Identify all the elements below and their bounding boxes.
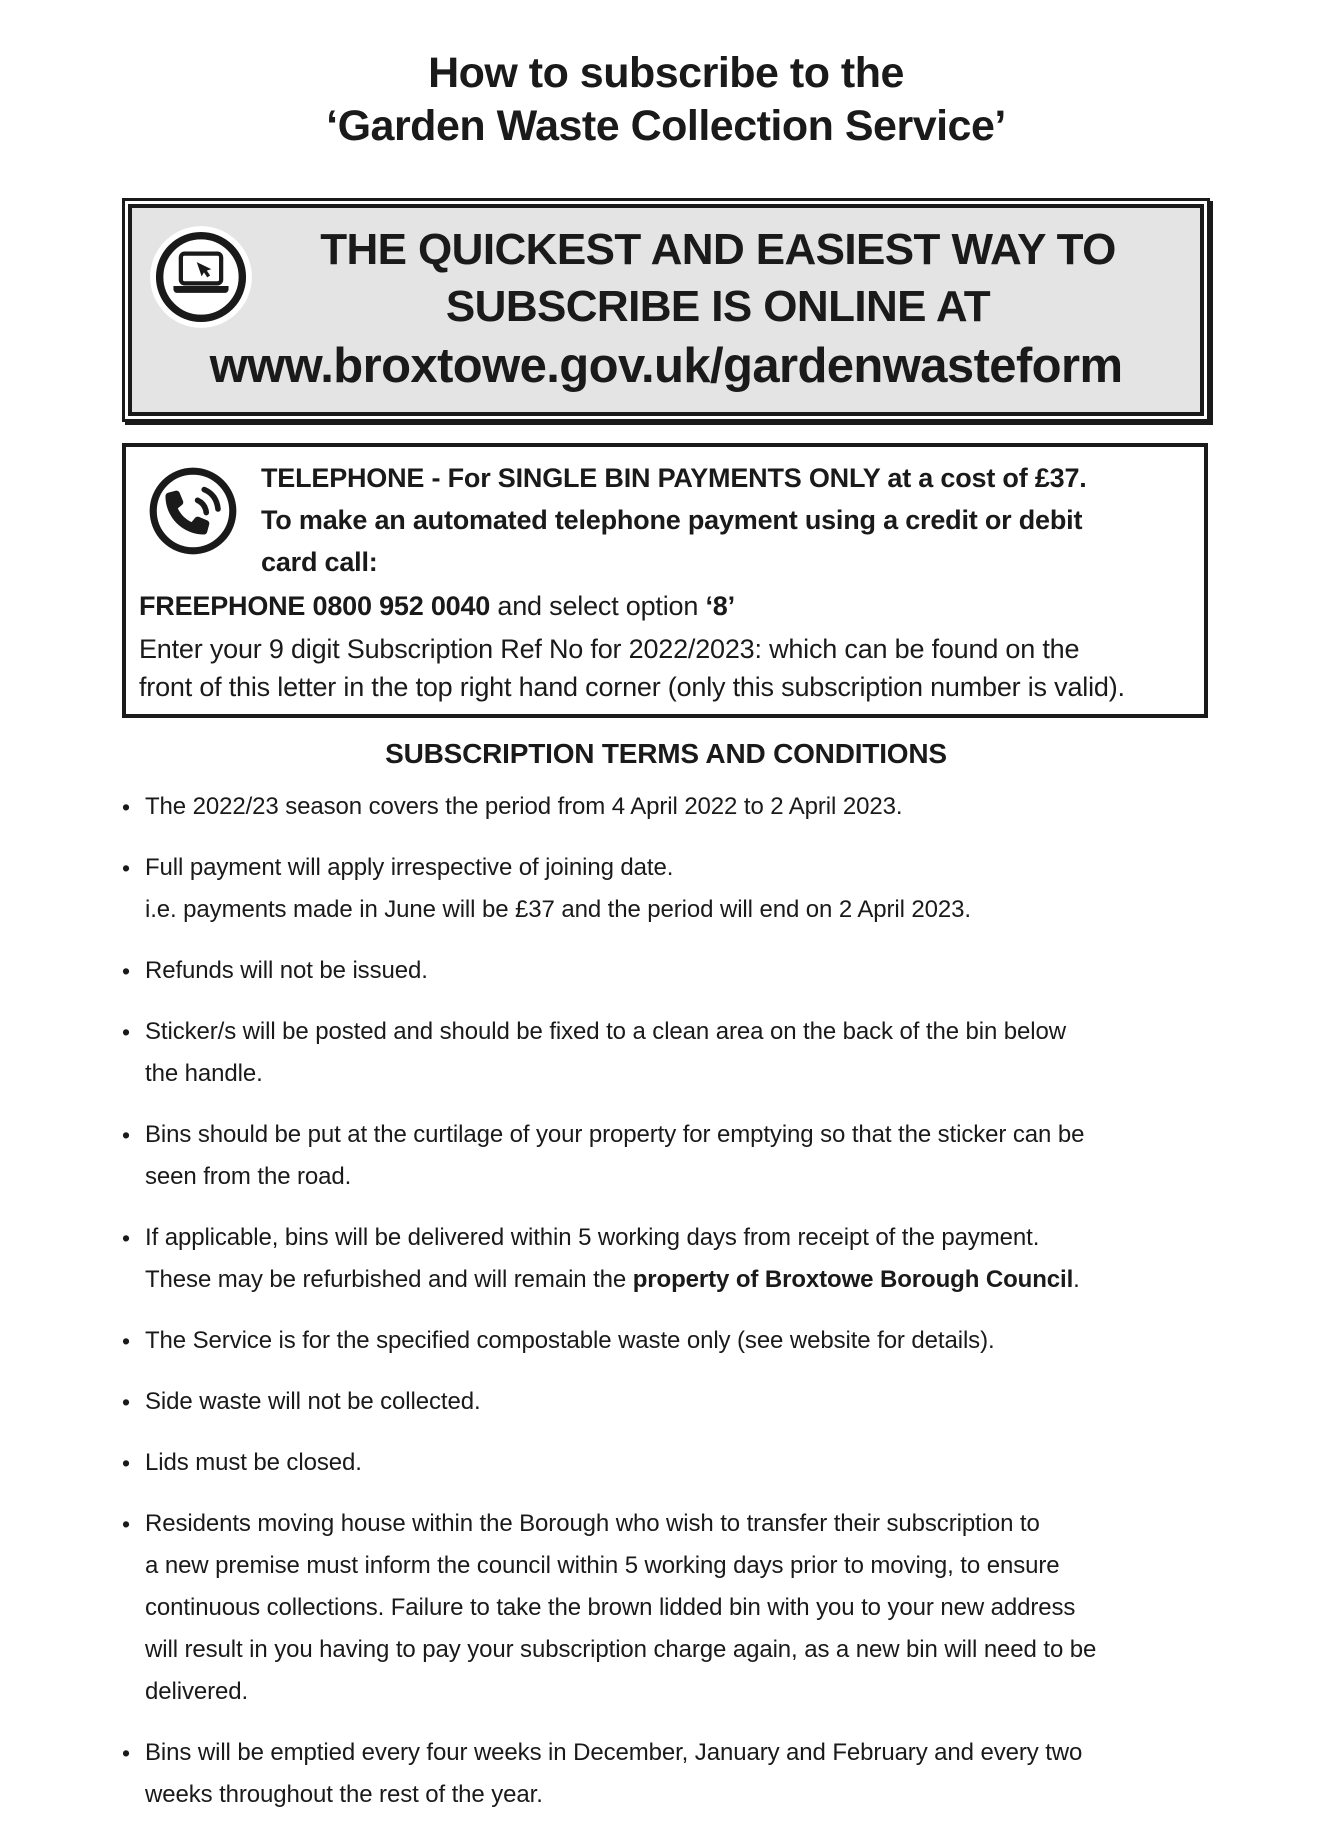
online-subscribe-box-inner	[128, 204, 1204, 416]
page-title	[0, 0, 1332, 153]
term-line: • The Service is for the specified compostable waste only (see website for details).	[145, 1327, 995, 1354]
term-line: • Side waste will not be collected.	[145, 1388, 481, 1415]
term-line: • Sticker/s will be posted and should be fixed to a clean area on the back of the bin below	[145, 1018, 1067, 1045]
term-line: weeks throughout the rest of the year.	[145, 1781, 543, 1808]
subscription-ref-note	[139, 630, 1192, 706]
page-title-line2: ‘Garden Waste Collection Service’	[326, 102, 1006, 150]
term-item	[121, 847, 1221, 931]
term-line: seen from the road.	[145, 1163, 352, 1190]
terms-list	[121, 786, 1221, 1816]
term-line: will result in you having to pay your subscription charge again, as a new bin will need to be	[145, 1636, 1097, 1663]
telephone-heading: TELEPHONE - For SINGLE BIN PAYMENTS ONLY at a cost of £37.	[261, 463, 1087, 493]
online-box-line2: SUBSCRIBE IS ONLINE AT	[445, 282, 991, 331]
term-line: • Bins should be put at the curtilage of your property for emptying so that the sticker can be	[145, 1121, 1085, 1148]
freephone-mid-text: and select option	[490, 591, 706, 621]
term-item	[121, 1503, 1221, 1713]
term-line: a new premise must inform the council within 5 working days prior to moving, to ensure	[145, 1552, 1060, 1579]
subscription-ref-note-line1: Enter your 9 digit Subscription Ref No for 2022/2023: which can be found on the	[139, 634, 1080, 664]
telephone-subheading-line2: card call:	[261, 547, 378, 577]
term-line: continuous collections. Failure to take the brown lidded bin with you to your new address	[145, 1594, 1076, 1621]
freephone-option: ‘8’	[705, 591, 735, 621]
term-item	[121, 1381, 1221, 1423]
telephone-subheading-line1: To make an automated telephone payment using a credit or debit	[261, 505, 1083, 535]
term-line: • The 2022/23 season covers the period from 4 April 2022 to 2 April 2023.	[145, 793, 903, 820]
term-line: • If applicable, bins will be delivered within 5 working days from receipt of the payment.	[145, 1224, 1040, 1251]
terms-heading: SUBSCRIPTION TERMS AND CONDITIONS	[385, 738, 947, 769]
term-line: • Refunds will not be issued.	[145, 957, 428, 984]
freephone-line	[139, 584, 1192, 628]
telephone-heading-block	[261, 457, 1192, 583]
term-item	[121, 1114, 1221, 1198]
laptop-icon	[148, 224, 254, 330]
telephone-box	[122, 443, 1208, 718]
term-item	[121, 786, 1221, 828]
term-line: • Residents moving house within the Borough who wish to transfer their subscription to	[145, 1510, 1040, 1537]
subscribe-url: www.broxtowe.gov.uk/gardenwasteform	[209, 339, 1123, 393]
term-line: delivered.	[145, 1678, 249, 1705]
term-item	[121, 1442, 1221, 1484]
term-item	[121, 1320, 1221, 1362]
term-item	[121, 1732, 1221, 1816]
page-title-line1: How to subscribe to the	[428, 49, 904, 97]
term-item	[121, 1011, 1221, 1095]
online-box-text	[246, 221, 1190, 335]
phone-icon	[142, 460, 244, 562]
online-subscribe-box	[122, 198, 1210, 422]
term-line: • Bins will be emptied every four weeks in December, January and February and every two	[145, 1739, 1083, 1766]
freephone-number: FREEPHONE 0800 952 0040	[139, 591, 491, 621]
term-line: • Full payment will apply irrespective of joining date.	[145, 854, 674, 881]
term-line: i.e. payments made in June will be £37 and the period will end on 2 April 2023.	[145, 896, 971, 923]
subscription-ref-note-line2: front of this letter in the top right hand corner (only this subscription number is valid).	[139, 672, 1125, 702]
term-line: the handle.	[145, 1060, 263, 1087]
term-item	[121, 950, 1221, 992]
term-line: These may be refurbished and will remain the property of Broxtowe Borough Council.	[145, 1266, 1080, 1293]
term-line: • Lids must be closed.	[145, 1449, 362, 1476]
term-item	[121, 1217, 1221, 1301]
online-box-line1: THE QUICKEST AND EASIEST WAY TO	[320, 225, 1116, 274]
